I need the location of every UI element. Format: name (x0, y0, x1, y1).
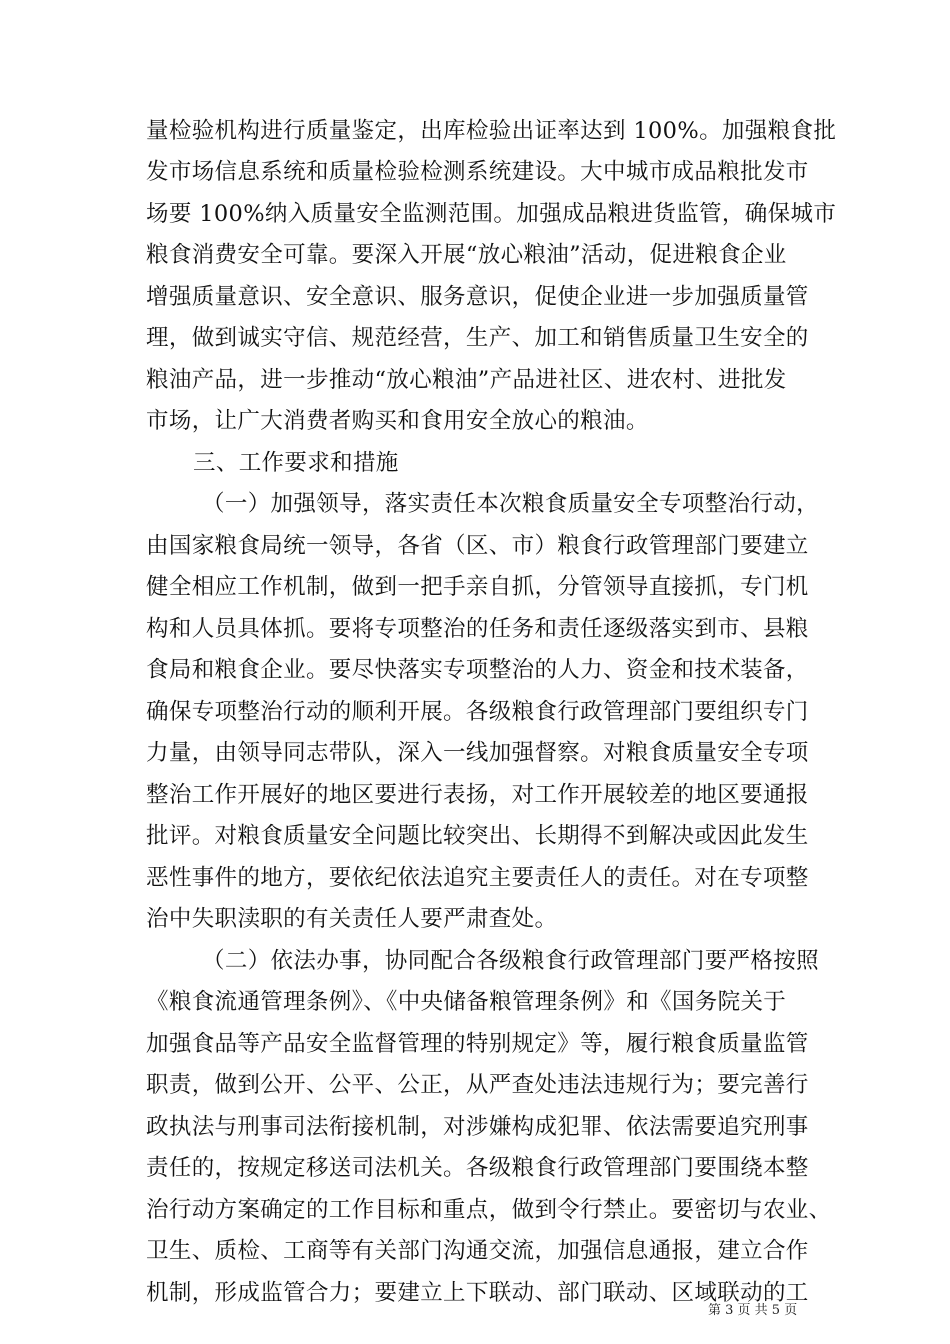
paragraph-line: 食局和粮食企业。要尽快落实专项整治的人力、资金和技术装备， (146, 657, 809, 683)
paragraph-line: 加强食品等产品安全监督管理的特别规定》等，履行粮食质量监管 (146, 1031, 809, 1057)
paragraph-line: 发市场信息系统和质量检验检测系统建设。大中城市成品粮批发市 (146, 159, 809, 185)
paragraph-line: 整治工作开展好的地区要进行表扬，对工作开展较差的地区要通报 (146, 782, 809, 808)
paragraph-line: 机制，形成监管合力；要建立上下联动、部门联动、区域联动的工 (146, 1280, 809, 1306)
paragraph-line: （二）依法办事，协同配合各级粮食行政管理部门要严格按照 (202, 948, 819, 974)
page-number: 第 3 页 共 5 页 (708, 1303, 798, 1318)
paragraph-line: 粮油产品，进一步推动“放心粮油”产品进社区、进农村、进批发 (146, 367, 787, 393)
paragraph-line: （一）加强领导，落实责任本次粮食质量安全专项整治行动， (202, 491, 819, 517)
paragraph-line: 卫生、质检、工商等有关部门沟通交流，加强信息通报，建立合作 (146, 1238, 809, 1264)
paragraph-line: 治行动方案确定的工作目标和重点，做到令行禁止。要密切与农业、 (146, 1197, 832, 1223)
paragraph-line: 政执法与刑事司法衔接机制，对涉嫌构成犯罪、依法需要追究刑事 (146, 1114, 809, 1140)
paragraph-line: 治中失职渎职的有关责任人要严肃查处。 (146, 906, 558, 932)
paragraph-line: 量检验机构进行质量鉴定，出库检验出证率达到 100%。加强粮食批 (146, 118, 837, 144)
paragraph-line: 场要 100%纳入质量安全监测范围。加强成品粮进货监管，确保城市 (146, 201, 837, 227)
paragraph-line: 增强质量意识、安全意识、服务意识，促使企业进一步加强质量管 (146, 284, 809, 310)
paragraph-line: 恶性事件的地方，要依纪依法追究主要责任人的责任。对在专项整 (146, 865, 809, 891)
paragraph-line: 批评。对粮食质量安全问题比较突出、长期得不到解决或因此发生 (146, 823, 809, 849)
paragraph-line: 构和人员具体抓。要将专项整治的任务和责任逐级落实到市、县粮 (146, 616, 809, 642)
paragraph-line: 《粮食流通管理条例》、《中央储备粮管理条例》和《国务院关于 (146, 989, 787, 1015)
paragraph-line: 力量，由领导同志带队，深入一线加强督察。对粮食质量安全专项 (146, 740, 809, 766)
section-heading: 三、工作要求和措施 (193, 450, 399, 476)
paragraph-line: 责任的，按规定移送司法机关。各级粮食行政管理部门要围绕本整 (146, 1155, 809, 1181)
paragraph-line: 确保专项整治行动的顺利开展。各级粮食行政管理部门要组织专门 (146, 699, 809, 725)
paragraph-line: 市场，让广大消费者购买和食用安全放心的粮油。 (146, 408, 649, 434)
paragraph-line: 由国家粮食局统一领导，各省（区、市）粮食行政管理部门要建立 (146, 533, 809, 559)
paragraph-line: 理，做到诚实守信、规范经营，生产、加工和销售质量卫生安全的 (146, 325, 809, 351)
paragraph-line: 职责，做到公开、公平、公正，从严查处违法违规行为；要完善行 (146, 1072, 809, 1098)
paragraph-line: 健全相应工作机制，做到一把手亲自抓，分管领导直接抓，专门机 (146, 574, 809, 600)
paragraph-line: 粮食消费安全可靠。要深入开展“放心粮油”活动，促进粮食企业 (146, 242, 787, 268)
